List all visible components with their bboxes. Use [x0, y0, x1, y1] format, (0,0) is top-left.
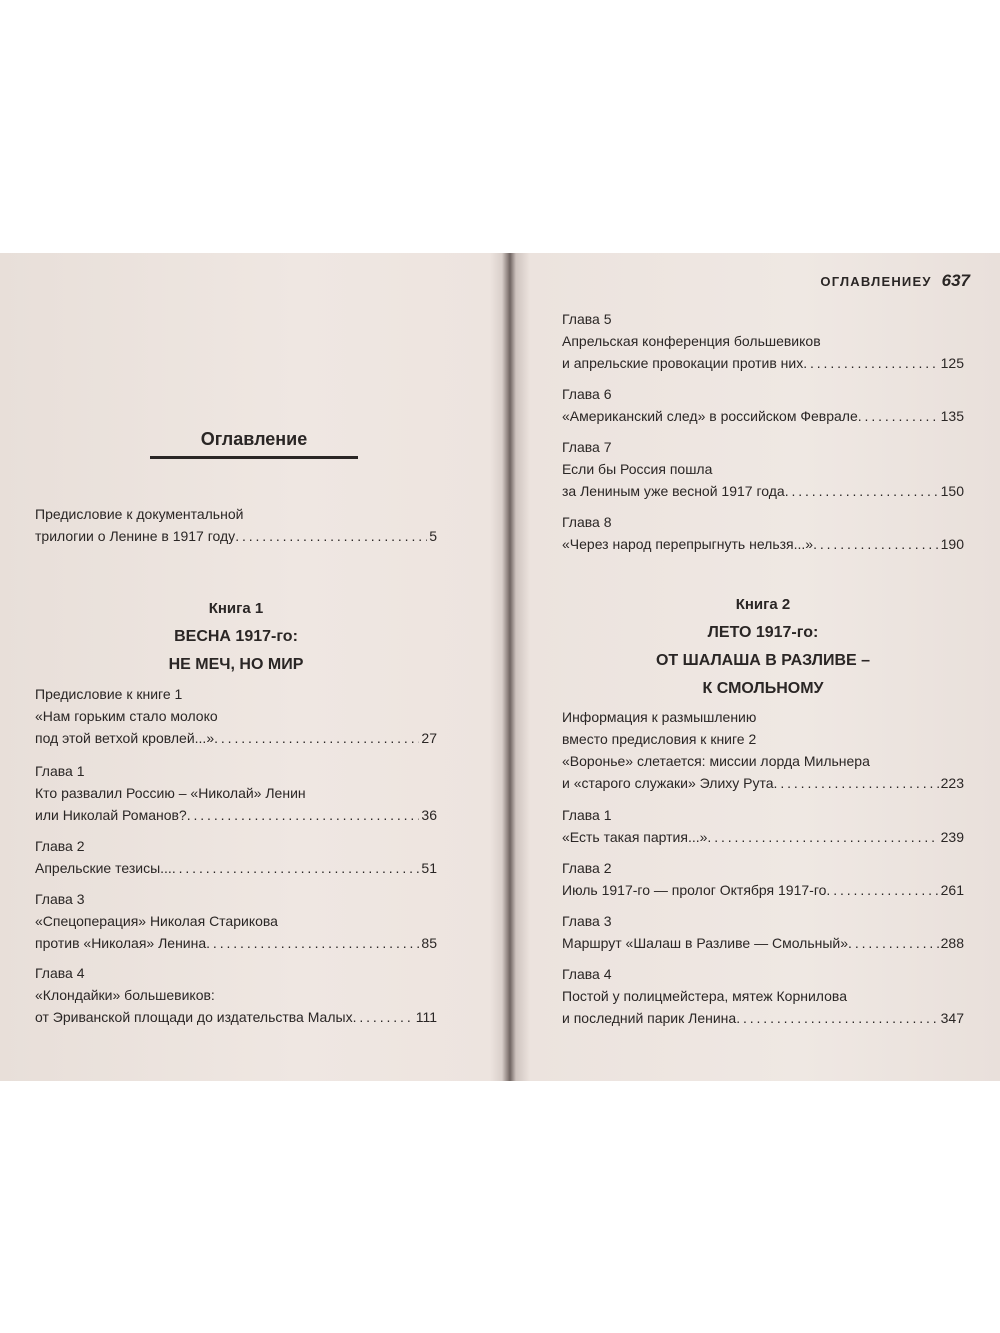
entry-line: Июль 1917-го — пролог Октября 1917-го: [562, 882, 827, 898]
toc-entry: [562, 963, 964, 1029]
toc-entry: [562, 308, 964, 374]
book-name-line: ОТ ШАЛАША В РАЗЛИВЕ –: [655, 652, 871, 669]
entry-line: Глава 3: [35, 891, 85, 907]
entry-line: под этой ветхой кровлей...»: [35, 730, 215, 746]
page-number: 36: [421, 807, 437, 823]
book-heading: [35, 595, 437, 679]
entry-line: и последний парик Ленина: [562, 1010, 737, 1026]
dot-leader: [707, 826, 938, 848]
book-heading: [562, 591, 964, 703]
entry-line: Глава 8: [562, 514, 612, 530]
entry-line: Глава 2: [35, 838, 85, 854]
entry-line: Глава 1: [562, 807, 612, 823]
page-number: 125: [940, 355, 964, 371]
entry-line: Кто развалил Россию – «Николай» Ленин: [35, 785, 306, 801]
page-number: 5: [429, 528, 437, 544]
toc-entry: [562, 910, 964, 954]
dot-leader: [206, 932, 419, 954]
toc-entry: [35, 888, 437, 954]
toc-entry: [562, 804, 964, 848]
book-name-line: К СМОЛЬНОМУ: [702, 680, 824, 697]
entry-line: или Николай Романов?: [35, 807, 187, 823]
dot-leader: [774, 772, 939, 794]
dot-leader: [813, 533, 939, 555]
toc-entry-preface: [35, 503, 437, 547]
dot-leader: [785, 480, 939, 502]
book-name-line: НЕ МЕЧ, НО МИР: [168, 656, 304, 673]
entry-line: Глава 1: [35, 763, 85, 779]
entry-line: трилогии о Ленине в 1917 году: [35, 528, 236, 544]
entry-line: против «Николая» Ленина: [35, 935, 207, 951]
book-name-line: ВЕСНА 1917-го:: [174, 628, 298, 645]
dot-leader: [172, 857, 420, 879]
entry-line: Маршрут «Шалаш в Разливе — Смольный»: [562, 935, 849, 951]
entry-line: «Воронье» слетается: миссии лорда Мильнера: [562, 753, 870, 769]
page-number: 261: [940, 882, 964, 898]
left-page: [0, 253, 506, 1081]
page-number: 111: [415, 1009, 437, 1025]
toc-entry: [562, 706, 964, 794]
toc-entry: [35, 962, 437, 1028]
entry-line: «Нам горьким стало молоко: [35, 708, 218, 724]
dot-leader: [848, 932, 939, 954]
toc-entry: [35, 835, 437, 879]
toc-entry: [562, 857, 964, 901]
running-header: [820, 271, 970, 291]
entry-line: Если бы Россия пошла: [562, 461, 713, 477]
entry-line: от Эриванской площади до издательства Малых: [35, 1009, 353, 1025]
entry-line: Информация к размышлению: [562, 709, 757, 725]
page-number: 190: [940, 536, 964, 552]
page-number: 150: [940, 483, 964, 499]
entry-line: Апрельская конференция большевиков: [562, 333, 821, 349]
toc-entry: [562, 383, 964, 427]
toc-entry: [562, 511, 964, 555]
entry-line: Глава 7: [562, 439, 612, 455]
page-title: Оглавление: [150, 429, 358, 459]
page-number: 223: [940, 775, 964, 791]
page-number: 85: [421, 935, 437, 951]
book-spread: [0, 253, 1000, 1081]
entry-line: «Есть такая партия...»: [562, 829, 708, 845]
entry-line: за Лениным уже весной 1917 года: [562, 483, 785, 499]
entry-line: «Клондайки» большевиков:: [35, 987, 215, 1003]
dot-leader: [235, 525, 427, 547]
entry-line: вместо предисловия к книге 2: [562, 731, 757, 747]
book-label: Книга 2: [735, 596, 791, 613]
dot-leader: [353, 1006, 414, 1028]
entry-line: «Через народ перепрыгнуть нельзя...»: [562, 536, 814, 552]
page-number: 239: [940, 829, 964, 845]
entry-line: и апрельские провокации против них: [562, 355, 804, 371]
page-number: 135: [940, 408, 964, 424]
dot-leader: [858, 405, 939, 427]
dot-leader: [826, 879, 938, 901]
entry-line: Предисловие к книге 1: [35, 686, 183, 702]
entry-line: и «старого служаки» Элиху Рута: [562, 775, 774, 791]
book-name-line: ЛЕТО 1917-го:: [707, 624, 819, 641]
toc-entry: [35, 760, 437, 826]
entry-line: Предисловие к документальной: [35, 506, 244, 522]
entry-line: Глава 4: [562, 966, 612, 982]
entry-line: «Американский след» в российском Феврале: [562, 408, 858, 424]
entry-line: Глава 4: [35, 965, 85, 981]
header-page-number: 637: [941, 271, 970, 290]
toc-entry: [562, 436, 964, 502]
book-label: Книга 1: [208, 600, 264, 617]
header-label: ОГЛАВЛЕНИЕУ: [820, 274, 932, 289]
entry-line: Апрельские тезисы...: [35, 860, 172, 876]
dot-leader: [736, 1007, 938, 1029]
page-number: 288: [940, 935, 964, 951]
toc-entry: [35, 683, 437, 749]
right-page: [514, 253, 1000, 1081]
entry-line: Постой у полицмейстера, мятеж Корнилова: [562, 988, 847, 1004]
entry-line: Глава 2: [562, 860, 612, 876]
entry-line: Глава 3: [562, 913, 612, 929]
entry-line: Глава 5: [562, 311, 612, 327]
page-number: 27: [421, 730, 437, 746]
dot-leader: [214, 727, 419, 749]
page-number: 347: [940, 1010, 964, 1026]
page-number: 51: [421, 860, 437, 876]
dot-leader: [187, 804, 420, 826]
dot-leader: [803, 352, 938, 374]
entry-line: «Спецоперация» Николая Старикова: [35, 913, 278, 929]
entry-line: Глава 6: [562, 386, 612, 402]
